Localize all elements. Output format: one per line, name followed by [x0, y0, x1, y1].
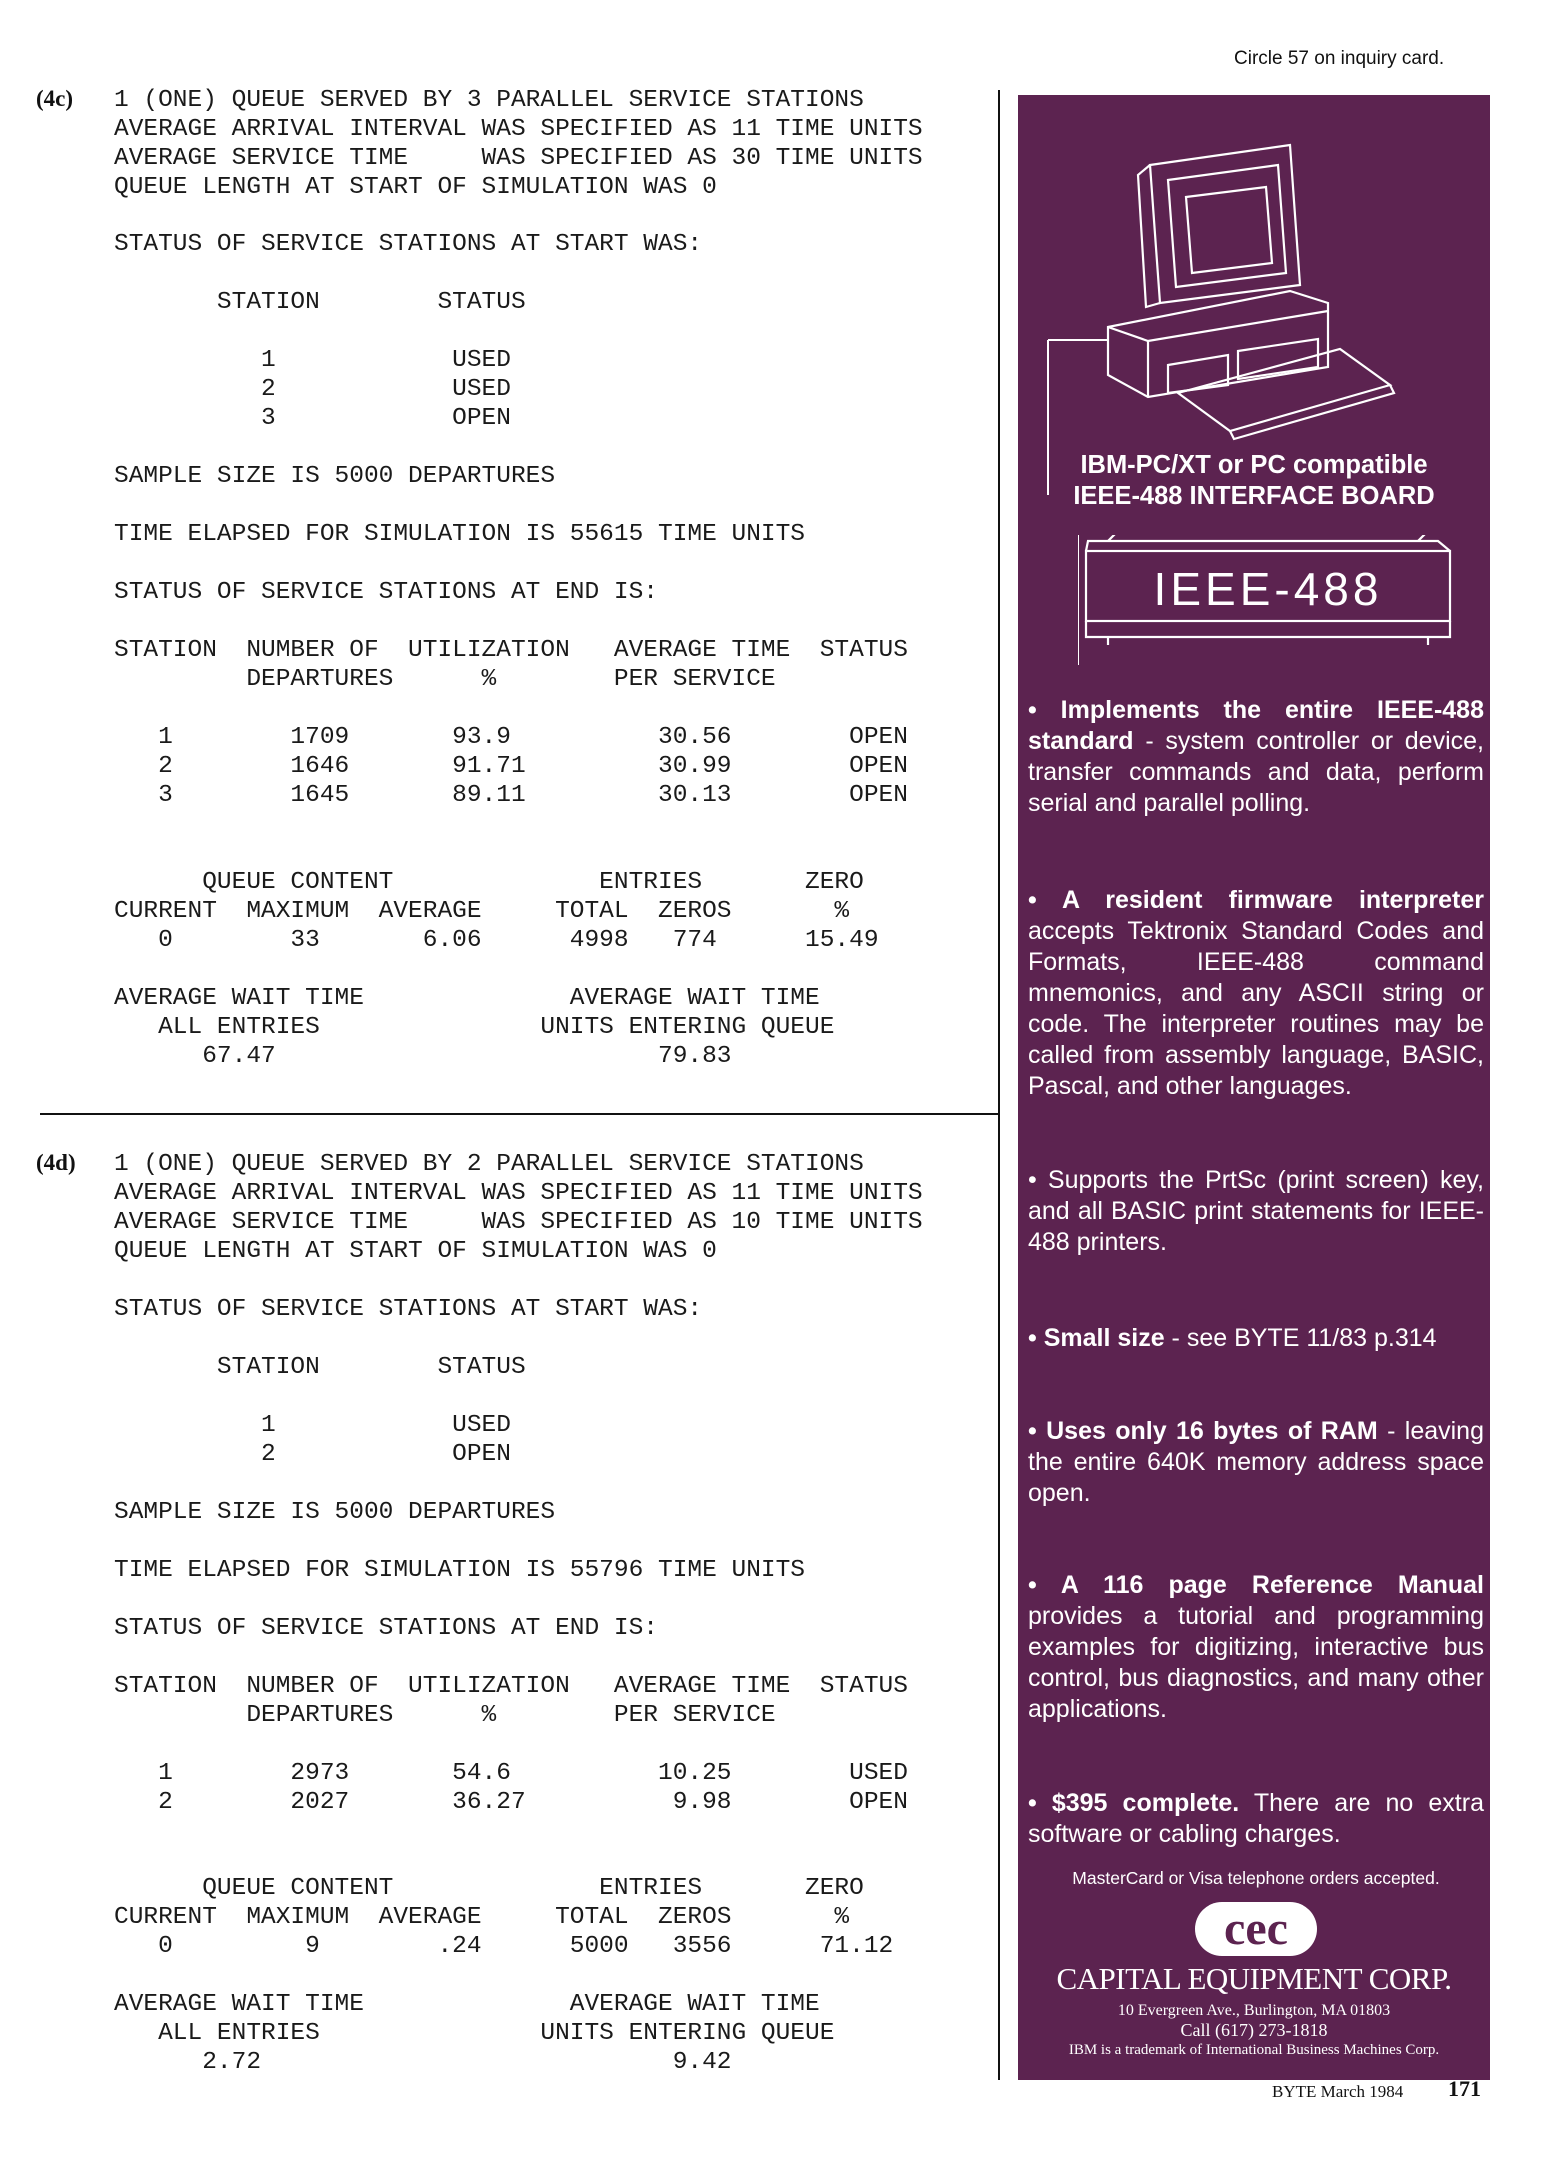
feature-bullet-bold: • A 116 page Reference Manual — [1028, 1571, 1484, 1599]
headline-line-1: IBM-PC/XT or PC compatible — [1080, 451, 1428, 479]
listing-line: QUEUE CONTENT ENTRIES ZERO — [114, 869, 864, 896]
feature-bullet — [1028, 1788, 1484, 1850]
listing-line: STATION NUMBER OF UTILIZATION AVERAGE TIME STATUS — [114, 637, 908, 664]
page-number: 171 — [1448, 2076, 1481, 2101]
feature-bullet — [1028, 1416, 1484, 1509]
listing-label-4c: (4c) — [36, 86, 74, 111]
cec-logo — [1193, 1900, 1319, 1958]
listing-line: 1 2973 54.6 10.25 USED — [114, 1760, 908, 1787]
footer-magazine: BYTE March 1984 — [1272, 2082, 1404, 2101]
feature-bullet-bold: • A resident firmware interpreter — [1028, 886, 1484, 914]
feature-bullet-text: - see BYTE 11/83 p.314 — [1164, 1324, 1437, 1352]
company-address: 10 Evergreen Ave., Burlington, MA 01803 — [1117, 2002, 1391, 2019]
listing-line: DEPARTURES % PER SERVICE — [114, 666, 776, 693]
listing-line: QUEUE LENGTH AT START OF SIMULATION WAS 0 — [114, 1238, 717, 1265]
listing-line: 1 (ONE) QUEUE SERVED BY 3 PARALLEL SERVICE STATIONS — [114, 87, 864, 114]
listing-line: STATUS OF SERVICE STATIONS AT START WAS: — [114, 231, 703, 258]
listing-line: 2 1646 91.71 30.99 OPEN — [114, 753, 908, 780]
listing-line: 1 (ONE) QUEUE SERVED BY 2 PARALLEL SERVICE STATIONS — [114, 1151, 864, 1178]
feature-bullet-bold: • Small size — [1028, 1324, 1165, 1352]
listing-line: 1 1709 93.9 30.56 OPEN — [114, 724, 908, 751]
headline-line-2: IEEE-488 INTERFACE BOARD — [1073, 482, 1435, 510]
listing-line: 2 2027 36.27 9.98 OPEN — [114, 1789, 908, 1816]
listing-line: STATUS OF SERVICE STATIONS AT END IS: — [114, 579, 658, 606]
column-divider — [998, 90, 1000, 2080]
advertisement — [1018, 95, 1490, 2080]
listing-label-4d: (4d) — [36, 1150, 76, 1175]
listing-line: 2 OPEN — [114, 1441, 511, 1468]
orders-note: MasterCard or Visa telephone orders accepted. — [1072, 1868, 1440, 1888]
listing-line: 2 USED — [114, 376, 511, 403]
listing-line: 1 USED — [114, 1412, 511, 1439]
trademark-note: IBM is a trademark of International Business Machines Corp. — [1068, 2042, 1440, 2058]
listing-line: 1 USED — [114, 347, 511, 374]
listing-line: SAMPLE SIZE IS 5000 DEPARTURES — [114, 463, 556, 490]
listing-line: 67.47 79.83 — [114, 1043, 732, 1070]
listing-line: TIME ELAPSED FOR SIMULATION IS 55615 TIME UNITS — [114, 521, 806, 548]
listing-line: AVERAGE WAIT TIME AVERAGE WAIT TIME — [114, 985, 820, 1012]
feature-bullet — [1028, 1570, 1484, 1725]
listing-line: STATUS OF SERVICE STATIONS AT END IS: — [114, 1615, 658, 1642]
board-label: IEEE-488 — [1153, 563, 1383, 615]
feature-bullet-text: There are no extra software or cabling charges. — [1028, 1789, 1484, 1848]
feature-bullet-bold: • Uses only 16 bytes of RAM — [1028, 1417, 1378, 1445]
listing-line: 0 9 .24 5000 3556 71.12 — [114, 1933, 894, 1960]
listing-line: ALL ENTRIES UNITS ENTERING QUEUE — [114, 2020, 835, 2047]
listing-line: AVERAGE SERVICE TIME WAS SPECIFIED AS 10 TIME UNITS — [114, 1209, 923, 1236]
feature-bullet — [1028, 1323, 1484, 1354]
feature-bullet-text: - leaving the entire 640K memory address space open. — [1028, 1417, 1484, 1507]
listing-line: 3 1645 89.11 30.13 OPEN — [114, 782, 908, 809]
feature-bullet-bold: • Implements the entire IEEE-488 standard — [1028, 696, 1484, 755]
listing-line: QUEUE CONTENT ENTRIES ZERO — [114, 1875, 864, 1902]
listing-line: AVERAGE ARRIVAL INTERVAL WAS SPECIFIED AS 11 TIME UNITS — [114, 116, 923, 143]
listing-line: AVERAGE ARRIVAL INTERVAL WAS SPECIFIED AS 11 TIME UNITS — [114, 1180, 923, 1207]
company-phone: Call (617) 273-1818 — [1180, 2020, 1328, 2040]
listing-line: STATION STATUS — [114, 1354, 526, 1381]
feature-bullet-text: - system controller or device, transfer commands and data, perform serial and parallel polling. — [1028, 727, 1484, 817]
listing-line: ALL ENTRIES UNITS ENTERING QUEUE — [114, 1014, 835, 1041]
feature-bullet-bold: • $395 complete. — [1028, 1789, 1240, 1817]
company-name: CAPITAL EQUIPMENT CORP. — [1056, 1961, 1452, 1996]
logo-text: cec — [1224, 1902, 1288, 1955]
listing-line: 3 OPEN — [114, 405, 511, 432]
listing-line: CURRENT MAXIMUM AVERAGE TOTAL ZEROS % — [114, 1904, 850, 1931]
computer-illustration — [1028, 135, 1480, 495]
inquiry-note: Circle 57 on inquiry card. — [1234, 48, 1445, 69]
listing-line: 2.72 9.42 — [114, 2049, 732, 2076]
listing-line: CURRENT MAXIMUM AVERAGE TOTAL ZEROS % — [114, 898, 850, 925]
feature-bullet-text: accepts Tektronix Standard Codes and Formats, IEEE-488 command mnemonics, and any ASCII string or code. The interpreter routines may be called from assembly language, BASIC, Pascal, and other languages. — [1028, 917, 1484, 1100]
listing-line: AVERAGE WAIT TIME AVERAGE WAIT TIME — [114, 1991, 820, 2018]
feature-bullet — [1028, 885, 1484, 1102]
listing-line: STATUS OF SERVICE STATIONS AT START WAS: — [114, 1296, 703, 1323]
listing-line: 0 33 6.06 4998 774 15.49 — [114, 927, 879, 954]
ad-headline — [1032, 450, 1476, 512]
listing-line: STATION NUMBER OF UTILIZATION AVERAGE TIME STATUS — [114, 1673, 908, 1700]
feature-bullet-text: • Supports the PrtSc (print screen) key, and all BASIC print statements for IEEE-488 printers. — [1028, 1166, 1484, 1256]
listing-line: AVERAGE SERVICE TIME WAS SPECIFIED AS 30 TIME UNITS — [114, 145, 923, 172]
interface-board-illustration — [1078, 535, 1458, 675]
feature-bullet — [1028, 695, 1484, 819]
listing-line: STATION STATUS — [114, 289, 526, 316]
feature-bullet-text: provides a tutorial and programming examples for digitizing, interactive bus control, bus diagnostics, and many other applications. — [1028, 1602, 1484, 1723]
listing-line: QUEUE LENGTH AT START OF SIMULATION WAS 0 — [114, 174, 717, 201]
listing-line: TIME ELAPSED FOR SIMULATION IS 55796 TIME UNITS — [114, 1557, 806, 1584]
listing-line: SAMPLE SIZE IS 5000 DEPARTURES — [114, 1499, 556, 1526]
listing-line: DEPARTURES % PER SERVICE — [114, 1702, 776, 1729]
feature-bullet — [1028, 1165, 1484, 1258]
section-divider — [40, 1113, 998, 1115]
